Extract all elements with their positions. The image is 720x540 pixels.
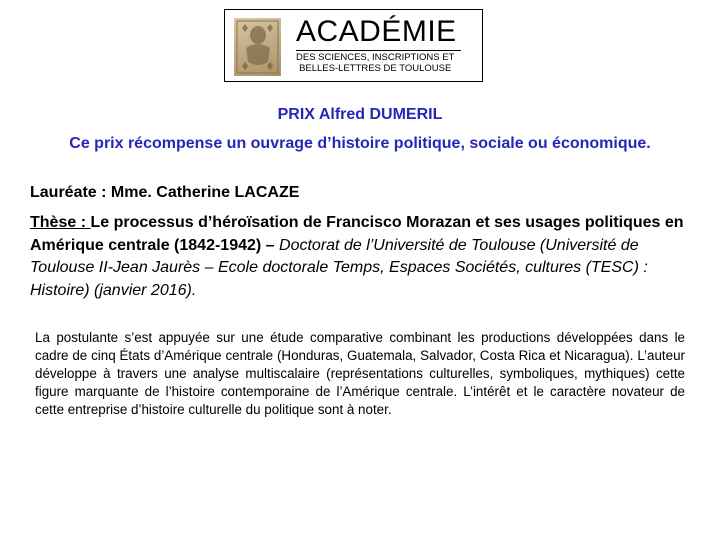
logo-name: ACADÉMIE [296,15,457,48]
thesis-block [30,212,705,302]
thesis-title: Le processus d’héroïsation de Francisco Morazan et ses usages politiques en Amérique centrale (1842-1942) – [30,214,684,254]
prize-description: Ce prix récompense un ouvrage d’histoire politique, sociale ou économique. [69,135,651,152]
prize-title: PRIX Alfred DUMERIL [277,106,443,123]
logo-subtitle [296,52,454,74]
thesis-label: Thèse : [30,214,91,231]
laureate-line: Lauréate : Mme. Catherine LACAZE [30,184,300,201]
logo-subtitle-line2: BELLES-LETTRES DE TOULOUSE [299,63,452,74]
summary-paragraph: La postulante s’est appuyée sur une étude comparative combinant les productions développées dans le cadre de cinq États d’Amérique centrale (Honduras, Guatemala, Salvador, Costa Rica et Nicaragua). L’auteur développe à travers une analyse multiscalaire (représentations culturelles, symboliques, mythiques) cette figure marquante de l’histoire contemporaine de l’Amérique centrale. L’intérêt et le caractère novateur de cette entreprise d’histoire culturelle du politique sont à noter. [35,330,685,417]
logo-subtitle-line1: DES SCIENCES, INSCRIPTIONS ET [296,52,455,63]
heraldic-seal-icon [234,18,281,76]
thesis-details: Doctorat de l’Université de Toulouse (Université de Toulouse II-Jean Jaurès – Ecole doctorale Temps, Espaces Sociétés, cultures (TESC) : Histoire) (janvier 2016). [30,236,648,299]
academy-logo [224,9,483,82]
logo-divider [296,50,461,51]
